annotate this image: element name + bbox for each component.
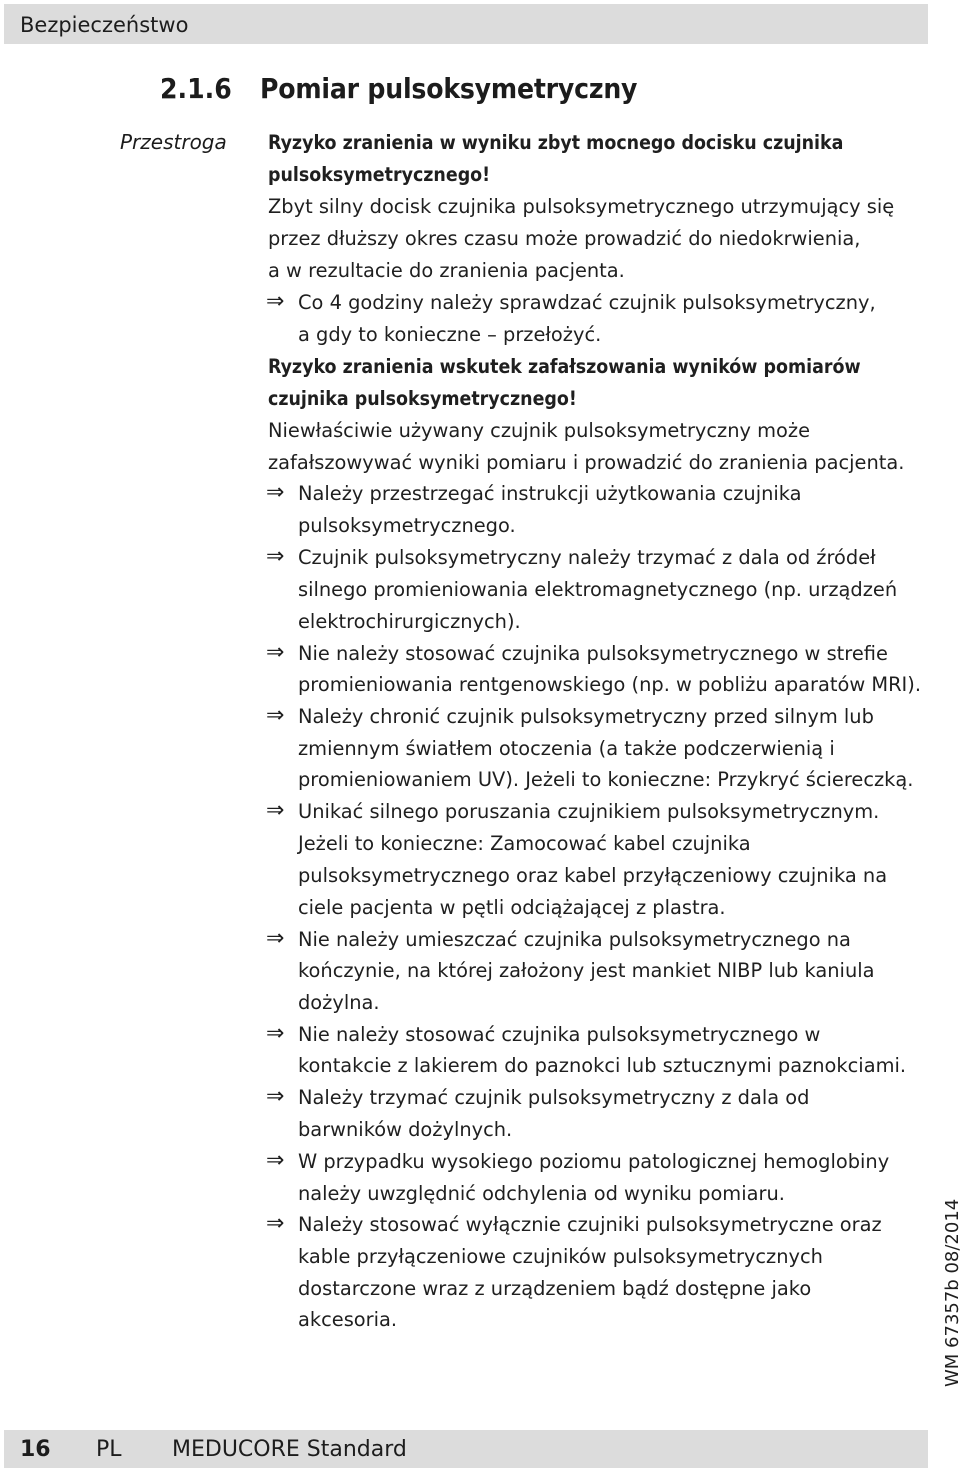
warning-heading-line: Ryzyko zranienia w wyniku zbyt mocnego docisku czujnika [268, 131, 844, 154]
arrow-icon: ⇒ [266, 544, 285, 569]
text-line: Czujnik pulsoksymetryczny należy trzymać z dala od źródeł [298, 546, 876, 569]
text-line: Należy trzymać czujnik pulsoksymetryczny z dala od [298, 1086, 810, 1109]
text-line: kontakcie z lakierem do paznokci lub sztucznymi paznokciami. [298, 1054, 907, 1077]
text-line: pulsoksymetrycznego. [298, 514, 516, 537]
text-line: należy uwzględnić odchylenia od wyniku pomiaru. [298, 1182, 785, 1205]
text-line: Nie należy stosować czujnika pulsoksymetrycznego w [298, 1023, 821, 1046]
text-line: Zbyt silny docisk czujnika pulsoksymetrycznego utrzymujący się [268, 195, 895, 218]
text-line: Należy przestrzegać instrukcji użytkowania czujnika [298, 482, 802, 505]
text-line: Należy chronić czujnik pulsoksymetryczny przed silnym lub [298, 705, 874, 728]
text-line: ciele pacjenta w pętli odciążającej z plastra. [298, 896, 726, 919]
text-line: W przypadku wysokiego poziomu patologicznej hemoglobiny [298, 1150, 890, 1173]
section-number: 2.1.6 [160, 72, 232, 105]
section-title: Pomiar pulsoksymetryczny [260, 72, 638, 105]
footer-language: PL [96, 1437, 122, 1462]
arrow-icon: ⇒ [266, 1211, 285, 1236]
text-line: Jeżeli to konieczne: Zamocować kabel czujnika [298, 832, 751, 855]
warning-label: Przestroga [120, 130, 227, 154]
text-line: kończynie, na której założony jest mankiet NIBP lub kaniula [298, 959, 875, 982]
text-line: silnego promieniowania elektromagnetycznego (np. urządzeń [298, 578, 898, 601]
text-line: akcesoria. [298, 1308, 398, 1331]
page-number: 16 [20, 1437, 51, 1462]
header-title: Bezpieczeństwo [20, 13, 189, 37]
text-line: zmiennym światłem otoczenia (a także podczerwienią i [298, 737, 835, 760]
text-line: promieniowania rentgenowskiego (np. w pobliżu aparatów MRI). [298, 673, 921, 696]
arrow-icon: ⇒ [266, 1148, 285, 1173]
document-code: WM 67357b 08/2014 [942, 1198, 963, 1387]
text-line: Co 4 godziny należy sprawdzać czujnik pulsoksymetryczny, [298, 291, 876, 314]
text-line: kable przyłączeniowe czujników pulsoksymetrycznych [298, 1245, 823, 1268]
text-line: zafałszowywać wyniki pomiaru i prowadzić do zranienia pacjenta. [268, 451, 905, 474]
text-line: Nie należy stosować czujnika pulsoksymetrycznego w strefie [298, 642, 888, 665]
warning-heading-line: czujnika pulsoksymetrycznego! [268, 387, 577, 410]
text-line: Nie należy umieszczać czujnika pulsoksymetrycznego na [298, 928, 851, 951]
text-line: pulsoksymetrycznego oraz kabel przyłączeniowy czujnika na [298, 864, 888, 887]
arrow-icon: ⇒ [266, 289, 285, 314]
footer-product: MEDUCORE Standard [172, 1437, 407, 1462]
arrow-icon: ⇒ [266, 1021, 285, 1046]
warning-heading-line: pulsoksymetrycznego! [268, 163, 491, 186]
text-line: elektrochirurgicznych). [298, 610, 521, 633]
text-line: przez dłuższy okres czasu może prowadzić do niedokrwienia, [268, 227, 861, 250]
arrow-icon: ⇒ [266, 1084, 285, 1109]
text-line: dostarczone wraz z urządzeniem bądź dostępne jako [298, 1277, 812, 1300]
text-line: Należy stosować wyłącznie czujniki pulsoksymetryczne oraz [298, 1213, 882, 1236]
arrow-icon: ⇒ [266, 798, 285, 823]
text-line: promieniowaniem UV). Jeżeli to konieczne: Przykryć ściereczką. [298, 768, 914, 791]
arrow-icon: ⇒ [266, 703, 285, 728]
arrow-icon: ⇒ [266, 480, 285, 505]
arrow-icon: ⇒ [266, 926, 285, 951]
footer-bar [4, 1430, 928, 1468]
text-line: Unikać silnego poruszania czujnikiem pulsoksymetrycznym. [298, 800, 880, 823]
text-line: Niewłaściwie używany czujnik pulsoksymetryczny może [268, 419, 811, 442]
header-bar [4, 4, 928, 44]
text-line: a gdy to konieczne – przełożyć. [298, 323, 602, 346]
arrow-icon: ⇒ [266, 640, 285, 665]
text-line: barwników dożylnych. [298, 1118, 513, 1141]
text-line: a w rezultacie do zranienia pacjenta. [268, 259, 625, 282]
text-line: dożylna. [298, 991, 380, 1014]
warning-heading-line: Ryzyko zranienia wskutek zafałszowania wyników pomiarów [268, 355, 861, 378]
